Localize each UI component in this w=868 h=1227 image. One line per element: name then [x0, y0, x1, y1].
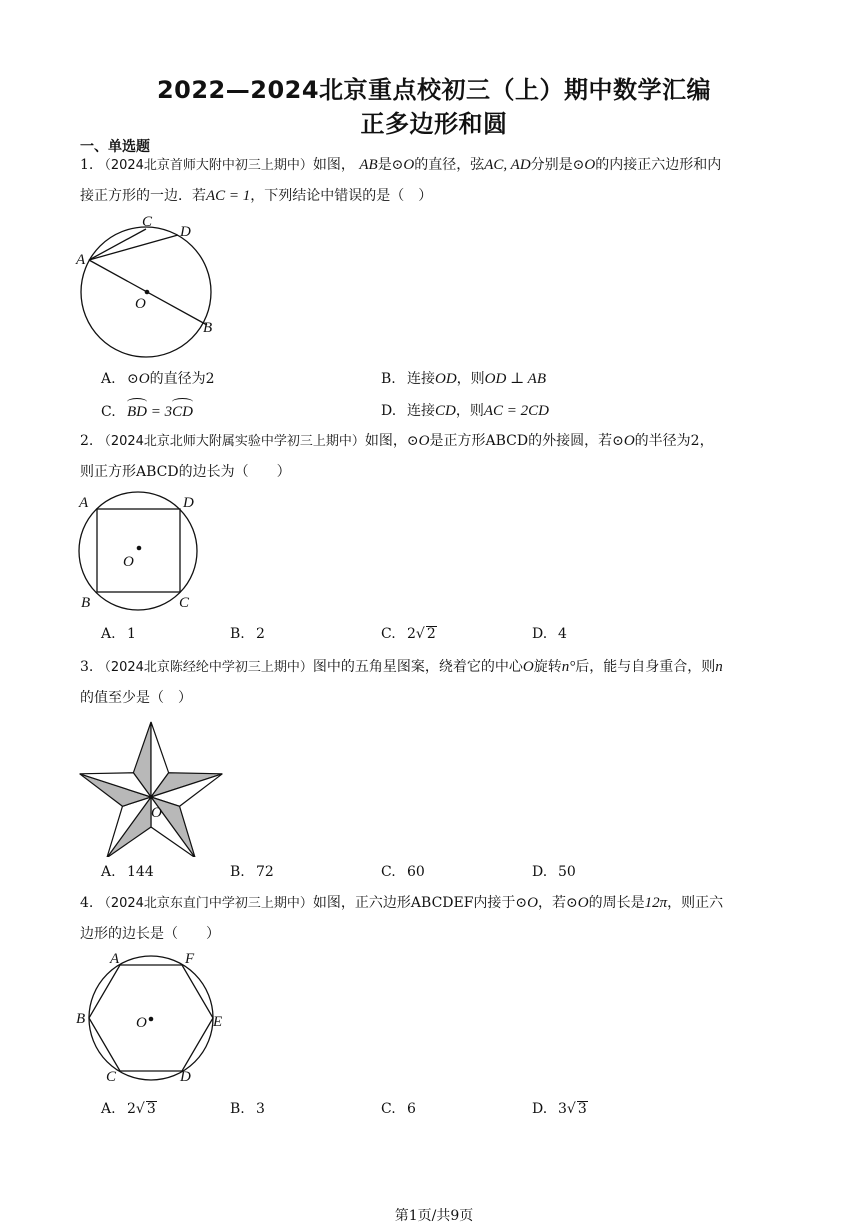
q2-center-dot: [137, 546, 142, 551]
question-1-figure: [74, 212, 224, 362]
q4-label-o: O: [136, 1015, 147, 1031]
q2-option-b[interactable]: B. 2: [230, 626, 265, 642]
q2-square: [97, 509, 180, 592]
q2-label-a: A: [79, 495, 89, 511]
q1-option-a[interactable]: A. ⊙O的直径为2: [101, 371, 215, 387]
q1-label-a: A: [76, 252, 86, 268]
q2-label-b: B: [81, 595, 91, 611]
q4-label-a: A: [110, 951, 120, 967]
question-1-text: 1. （2024北京首师大附中初三上期中）如图， AB是⊙O的直径，弦AC, AD分别是⊙O的内接正六边形和内 接正方形的一边．若AC = 1，下列结论中错误的是（ ）: [80, 157, 722, 204]
page-subtitle: 正多边形和圆: [360, 110, 508, 138]
q2-label-c: C: [179, 595, 190, 611]
q2-option-a[interactable]: A. 1: [101, 626, 136, 642]
q3-option-c[interactable]: C. 60: [381, 864, 425, 880]
q3-star: [80, 722, 223, 857]
question-4-figure: [74, 950, 232, 1085]
q4-option-b[interactable]: B. 3: [230, 1101, 265, 1117]
page-footer: 第1页/共9页: [394, 1208, 474, 1224]
q1-option-c[interactable]: C. BD = 3CD: [101, 400, 193, 421]
q2-label-o: O: [123, 554, 134, 570]
q1-label-c: C: [142, 214, 153, 230]
question-3-figure: [76, 712, 228, 857]
section-heading: 一、单选题: [80, 139, 150, 155]
q1-label-o: O: [135, 296, 146, 312]
q1-label-b: B: [203, 320, 213, 336]
q4-label-e: E: [213, 1014, 223, 1030]
q4-option-a[interactable]: A. 2√ 3: [101, 1101, 156, 1117]
q4-label-b: B: [76, 1011, 86, 1027]
q4-option-c[interactable]: C. 6: [381, 1101, 416, 1117]
q3-option-b[interactable]: B. 72: [230, 864, 274, 880]
q1-chord-ad: [89, 235, 178, 260]
q3-option-a[interactable]: A. 144: [101, 864, 154, 880]
q4-label-c: C: [106, 1069, 117, 1085]
q1-label-d: D: [180, 224, 191, 240]
q4-label-f: F: [185, 951, 195, 967]
q2-option-d[interactable]: D. 4: [532, 626, 567, 642]
question-2-figure: [76, 490, 206, 615]
q4-center-dot: [149, 1017, 154, 1022]
question-2-text: 2. （2024北京北师大附属实验中学初三上期中）如图，⊙O是正方形ABCD的外接圆，若⊙O的半径为2， 则正方形ABCD的边长为（ ）: [80, 433, 714, 480]
q1-option-b[interactable]: B. 连接OD，则OD ⊥ AB: [381, 371, 546, 387]
q3-option-d[interactable]: D. 50: [532, 864, 576, 880]
q2-label-d: D: [183, 495, 194, 511]
page-title: 2022—2024北京重点校初三（上）期中数学汇编: [156, 76, 712, 104]
question-4-text: 4. （2024北京东直门中学初三上期中）如图，正六边形ABCDEF内接于⊙O，若⊙O的周长是12π，则正六 边形的边长是（ ）: [80, 895, 724, 942]
q4-option-d[interactable]: D. 3√ 3: [532, 1101, 587, 1117]
q4-label-d: D: [180, 1069, 191, 1085]
q3-label-o: O: [151, 805, 162, 821]
question-3-text: 3. （2024北京陈经纶中学初三上期中）图中的五角星图案，绕着它的中心O旋转n°后，能与自身重合，则n 的值至少是（ ）: [80, 659, 723, 706]
q1-center-dot: [145, 290, 150, 295]
q2-option-c[interactable]: C. 2√ 2: [381, 626, 436, 642]
q1-option-d[interactable]: D. 连接CD，则AC = 2CD: [381, 403, 549, 419]
